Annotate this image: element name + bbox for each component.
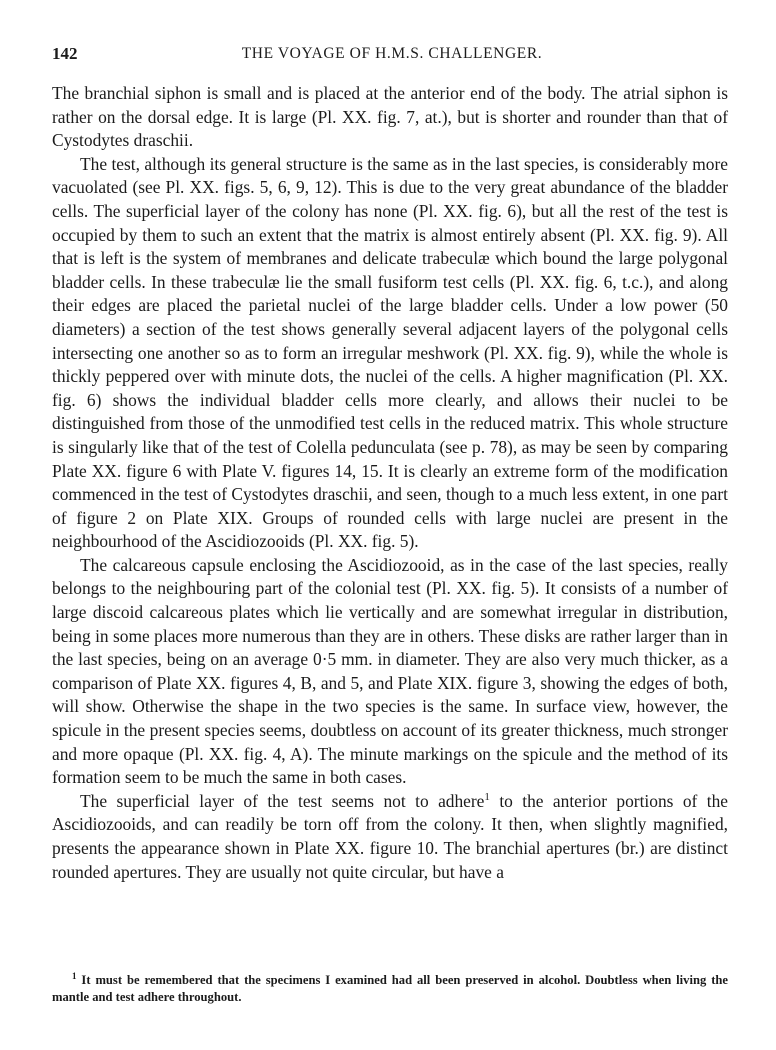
footnote-paragraph — [52, 972, 728, 1006]
paragraph-4 — [52, 790, 728, 884]
paragraph-1: The branchial siphon is small and is placed at the anterior end of the body. The atrial siphon is rather on the dorsal edge. It is large (Pl. XX. fig. 7, at.), but is shorter and rounder than that of Cystodytes draschii. — [52, 83, 728, 151]
running-title: THE VOYAGE OF H.M.S. CHALLENGER. — [241, 45, 543, 62]
body-text — [52, 82, 728, 884]
paragraph-2: The test, although its general structure is the same as in the last species, is considerably more vacuolated (see Pl. XX. figs. 5, 6, 9, 12). This is due to the very great abundance of the bladder cells. The superficial layer of the colony has none (Pl. XX. fig. 6), but all the rest of the test is occupied by them to such an extent that the matrix is almost entirely absent (Pl. XX. fig. 9). All that is left is the system of membranes and delicate trabeculæ which bound the large polygonal bladder cells. In these trabeculæ lie the small fusiform test cells (Pl. XX. fig. 6, t.c.), and along their edges are placed the parietal nuclei of the large bladder cells. Under a low power (50 diameters) a section of the test shows generally several adjacent layers of the polygonal cells intersecting one another so as to form an irregular meshwork (Pl. XX. fig. 9), while the whole is thickly peppered over with minute dots, the nuclei of the cells. A higher magnification (Pl. XX. fig. 6) shows the individual bladder cells more clearly, and allows their nuclei to be distinguished from those of the unmodified test cells in the reduced matrix. This whole structure is singularly like that of the test of Colella pedunculata (see p. 78), as may be seen by comparing Plate XX. figure 6 with Plate V. figures 14, 15. It is clearly an extreme form of the modification commenced in the test of Cystodytes draschii, and seen, though to a much less extent, in one part of figure 2 on Plate XIX. Groups of rounded cells with large nuclei are present in the neighbourhood of the Ascidiozooids (Pl. XX. fig. 5). — [52, 153, 728, 552]
page-header — [52, 44, 732, 68]
paragraph-4-start: The superficial layer of the test seems not to adhere — [80, 790, 485, 811]
paragraph-3: The calcareous capsule enclosing the Ascidiozooid, as in the case of the last species, really belongs to the neighbouring part of the colonial test (Pl. XX. fig. 5). It consists of a number of large discoid calcareous plates which lie vertically and are somewhat irregular in distribution, being in some places more numerous than they are in others. These disks are rather larger than in the last species, being on an average 0·5 mm. in diameter. They are also very much thicker, as a comparison of Plate XX. figures 4, B, and 5, and Plate XIX. figure 3, showing the edges of both, will show. Otherwise the shape in the two species is the same. In surface view, however, the spicule in the present species seems, doubtless on account of its greater thickness, much stronger and more opaque (Pl. XX. fig. 4, A). The minute markings on the spicule and the method of its formation seem to be much the same in both cases. — [52, 554, 728, 788]
page-number: 142 — [52, 44, 78, 63]
footnote — [52, 972, 728, 1006]
paragraph-4-end: to the anterior portions of the Ascidiozooids, and can readily be torn off from the colony. It then, when slightly magnified, presents the appearance shown in Plate XX. figure 10. The branchial apertures (br.) are distinct rounded apertures. They are usually not quite circular, but have a — [52, 790, 728, 882]
footnote-reference[interactable]: 1 — [484, 791, 490, 804]
footnote-mark: 1 — [72, 970, 77, 981]
footnote-text: It must be remembered that the specimens I examined had all been preserved in alcohol. Doubtless when living the mantle and test adhere throughout. — [52, 973, 728, 1004]
